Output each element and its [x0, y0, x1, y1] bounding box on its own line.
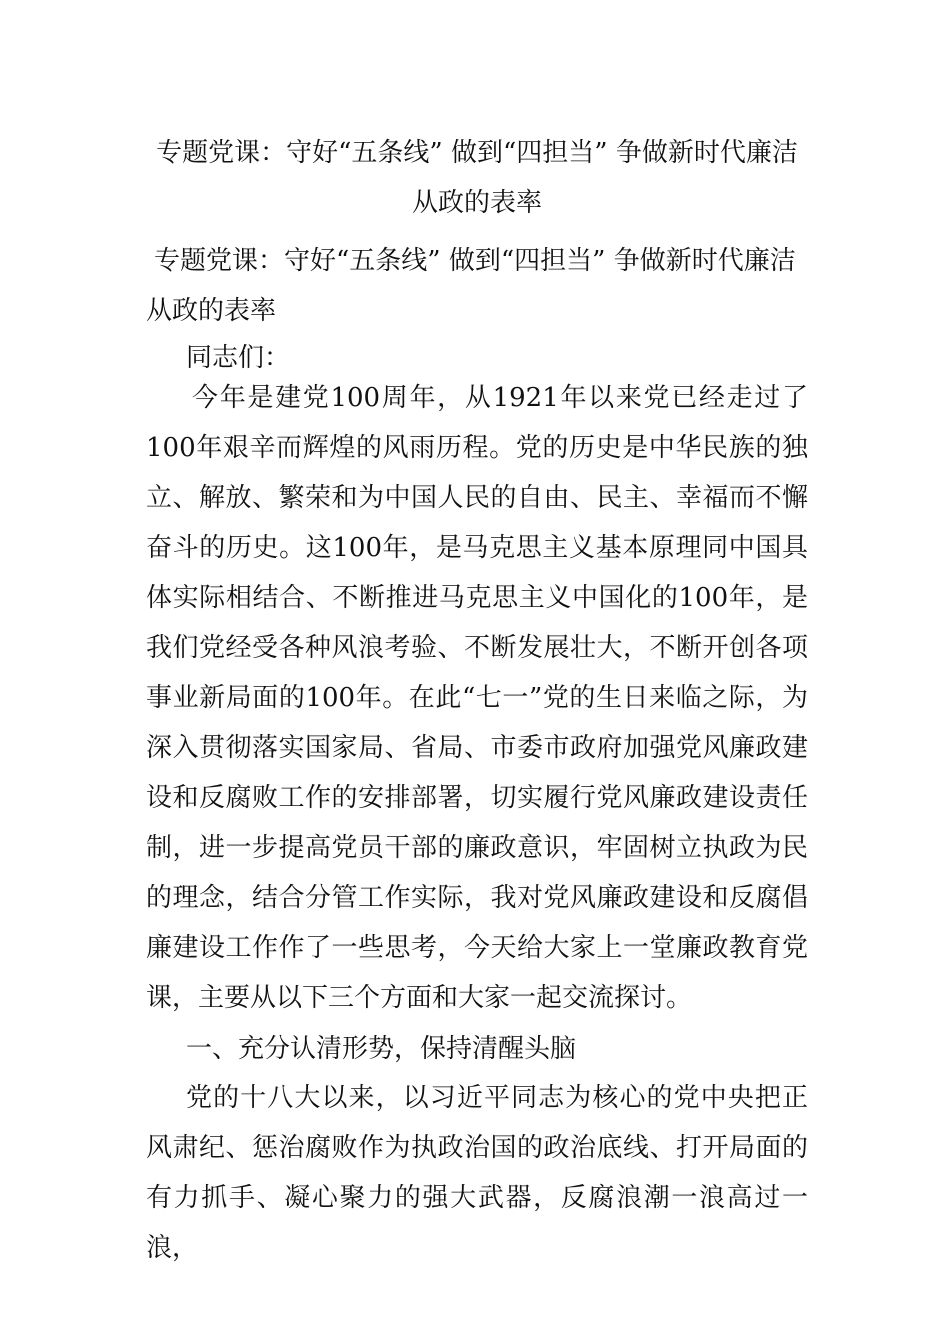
salutation: 同志们：	[186, 343, 291, 373]
document-title: 专题党课：守好“五条线” 做到“四担当” 争做新时代廉洁从政的表率	[156, 138, 798, 218]
section-heading-1: 一、充分认清形势，保持清醒头脑	[186, 1034, 577, 1064]
paragraph-2: 党的十八大以来，以习近平同志为核心的党中央把正风肃纪、惩治腐败作为执政治国的政治底线、打开局面的有力抓手、凝心聚力的强大武器，反腐浪潮一浪高过一浪，	[146, 1083, 808, 1263]
paragraph-1: 今年是建党100周年，从1921年以来党已经走过了100年艰辛而辉煌的风雨历程。党的历史是中华民族的独立、解放、繁荣和为中国人民的自由、民主、幸福而不懈奋斗的历史。这100年，是马克思主义基本原理同中国具体实际相结合、不断推进马克思主义中国化的100年，是我们党经受各种风浪考验、不断发展壮大，不断开创各项事业新局面的100年。在此“七一”党的生日来临之际，为深入贯彻落实国家局、省局、市委市政府加强党风廉政建设和反腐败工作的安排部署，切实履行党风廉政建设责任制，进一步提高党员干部的廉政意识，牢固树立执政为民的理念，结合分管工作实际，我对党风廉政建设和反腐倡廉建设工作作了一些思考，今天给大家上一堂廉政教育党课，主要从以下三个方面和大家一起交流探讨。	[146, 383, 808, 1013]
document-subtitle: 专题党课：守好“五条线” 做到“四担当” 争做新时代廉洁从政的表率	[146, 246, 796, 326]
